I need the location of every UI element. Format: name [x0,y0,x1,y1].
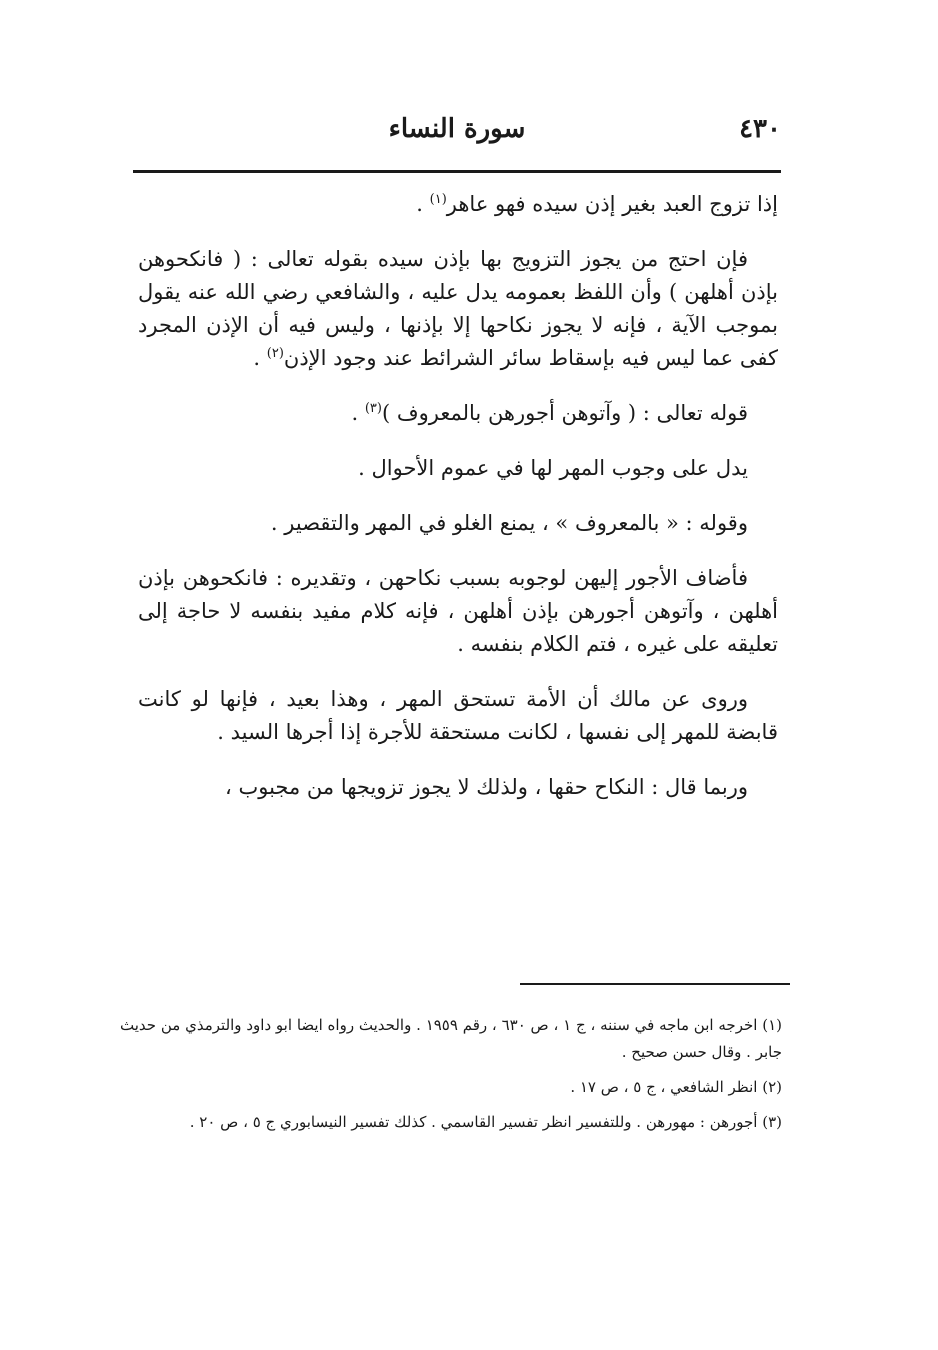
paragraph: فأضاف الأجور إليهن لوجوبه بسبب نكاحهن ، وتقديره : فانكحوهن بإذن أهلهن ، وآتوهن أجورهن بإذن أهلهن ، فإنه كلام مفيد بنفسه لا حاجة إلى تعليقه على غيره ، فتم الكلام بنفسه . [138,566,778,656]
footnote-marker: (٣) [364,401,382,416]
paragraph: وقوله : « بالمعروف » ، يمنع الغلو في المهر والتقصير . [270,511,748,535]
footnote: (١) اخرجه ابن ماجه في سننه ، ج ١ ، ص ٦٣٠ ، رقم ١٩٥٩ . والحديث رواه ايضا ابو داود والترمذي من حديث جابر . وقال حسن صحيح . [120,1016,782,1061]
main-text [138,188,778,826]
page-header [133,108,781,156]
footnote-rule [520,983,790,985]
paragraph: وربما قال : النكاح حقها ، ولذلك لا يجوز تزويجها من مجبوب ، [225,775,748,799]
paragraph: يدل على وجوب المهر لها في عموم الأحوال . [358,456,748,480]
header-rule [133,170,781,173]
paragraph: قوله تعالى : ( وآتوهن أجورهن بالمعروف )$^{(٣)}$ . [351,401,748,425]
footnote-marker: (١) [429,192,447,207]
page-number: ٤٣٠ [739,114,781,144]
footnote: (٣) أجورهن : مهورهن . وللتفسير انظر تفسير القاسمي . كذلك تفسير النيسابوري ج ٥ ، ص ٢٠ . [189,1113,782,1131]
paragraph: إذا تزوج العبد بغير إذن سيده فهو عاهر$^{(١)}$ . [416,192,778,216]
surah-title: سورة النساء [388,114,526,144]
footnote-marker: (٢) [266,346,284,361]
footnote: (٢) انظر الشافعي ، ج ٥ ، ص ١٧ . [570,1078,782,1096]
paragraph: وروى عن مالك أن الأمة تستحق المهر ، وهذا بعيد ، فإنها لو كانت قابضة للمهر إلى نفسها ، لكانت مستحقة للأجرة إذا أجرها السيد . [138,687,778,744]
footnotes [120,1012,782,1144]
paragraph: فإن احتج من يجوز التزويج بها بإذن سيده بقوله تعالى : ( فانكحوهن بإذن أهلهن ) وأن اللفظ بعمومه يدل عليه ، والشافعي رضي الله عنه يقول بموجب الآية ، فإنه لا يجوز نكاحها إلا بإذنها ، وليس فيه أن الإذن المجرد كفى عما ليس فيه بإسقاط سائر الشرائط عند وجود الإذن$^{(٢)}$ . [138,247,778,370]
